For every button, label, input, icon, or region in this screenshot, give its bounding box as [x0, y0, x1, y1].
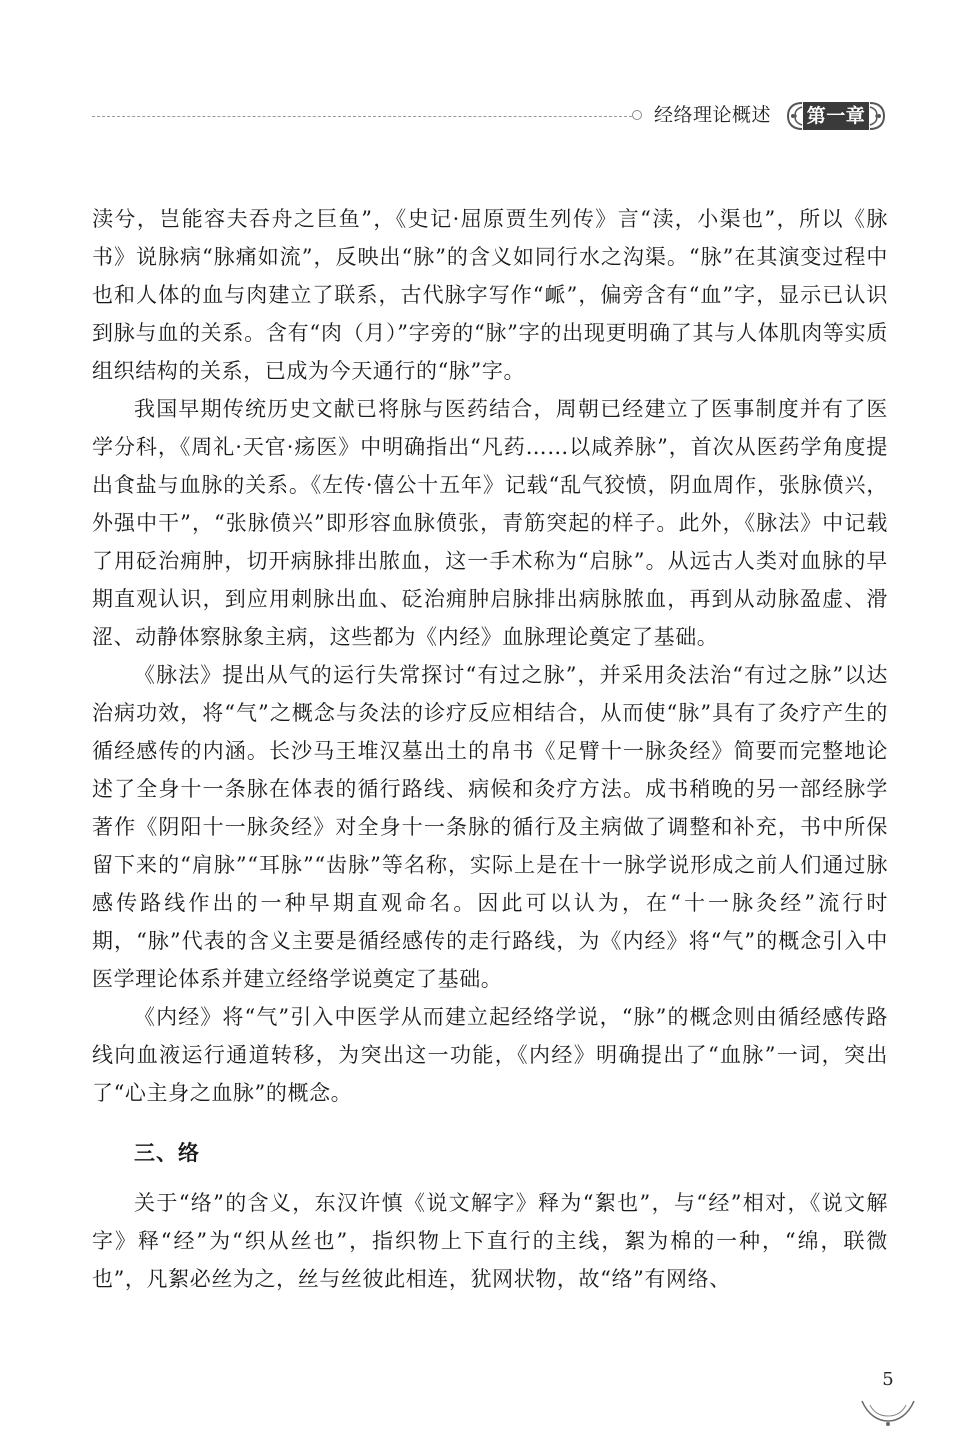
header-dot-ornament — [632, 110, 642, 120]
paragraph-3: 《脉法》提出从气的运行失常探讨“有过之脉”，并采用灸法治“有过之脉”以达治病功效，将“气”之概念与灸法的诊疗反应相结合，从而使“脉”具有了灸疗产生的循经感传的内涵。长沙马王堆汉墓出土的帛书《足臂十一脉灸经》简要而完整地论述了全身十一条脉在体表的循行路线、病候和灸疗方法。成书稍晚的另一部经脉学著作《阴阳十一脉灸经》对全身十一条脉的循行及主病做了调整和补充，书中所保留下来的“肩脉”“耳脉”“齿脉”等名称，实际上是在十一脉学说形成之前人们通过脉感传路线作出的一种早期直观命名。因此可以认为，在“十一脉灸经”流行时期，“脉”代表的含义主要是循经感传的走行路线，为《内经》将“气”的概念引入中医学理论体系并建立经络学说奠定了基础。 — [92, 663, 888, 991]
body-text — [92, 200, 888, 1298]
paragraph-2: 我国早期传统历史文献已将脉与医药结合，周朝已经建立了医事制度并有了医学分科，《周礼·天官·疡医》中明确指出“凡药……以咸养脉”，首次从医药学角度提出食盐与血脉的关系。《左传·僖公十五年》记载“乱气狡愤，阴血周作，张脉偾兴，外强中干”，“张脉偾兴”即形容血脉偾张，青筋突起的样子。此外，《脉法》中记载了用砭治痈肿，切开病脉排出脓血，这一手术称为“启脉”。从远古人类对血脉的早期直观认识，到应用刺脉出血、砭治痈肿启脉排出病脉脓血，再到从动脉盈虚、滑涩、动静体察脉象主病，这些都为《内经》血脉理论奠定了基础。 — [92, 397, 888, 649]
chapter-label: 第一章 — [803, 102, 869, 130]
page-number: 5 — [882, 1369, 894, 1390]
header-section-title: 经络理论概述 — [654, 104, 772, 126]
page-number-ornament — [858, 1395, 918, 1429]
section-heading: 三、络 — [134, 1141, 200, 1165]
section-paragraph: 关于“络”的含义，东汉许慎《说文解字》释为“絮也”，与“经”相对，《说文解字》释“经”为“织从丝也”，指织物上下直行的主线，絮为棉的一种，“绵，联微也”，凡絮必丝为之，丝与丝彼此相连，犹网状物，故“络”有网络、 — [92, 1191, 888, 1291]
paragraph-4: 《内经》将“气”引入中医学从而建立起经络学说，“脉”的概念则由循经感传路线向血液运行通道转移，为突出这一功能，《内经》明确提出了“血脉”一词，突出了“心主身之血脉”的概念。 — [92, 1005, 888, 1105]
header-dashed-rule — [92, 116, 632, 117]
paragraph-1: 渎兮，岂能容夫吞舟之巨鱼”，《史记·屈原贾生列传》言“渎，小渠也”，所以《脉书》说脉病“脉痛如流”，反映出“脉”的含义如同行水之沟渠。“脉”在其演变过程中也和人体的血与肉建立了联系，古代脉字写作“衇”，偏旁含有“血”字，显示已认识到脉与血的关系。含有“肉（月）”字旁的“脉”字的出现更明确了其与人体肌肉等实质组织结构的关系，已成为今天通行的“脉”字。 — [92, 207, 888, 383]
running-header — [0, 95, 960, 139]
